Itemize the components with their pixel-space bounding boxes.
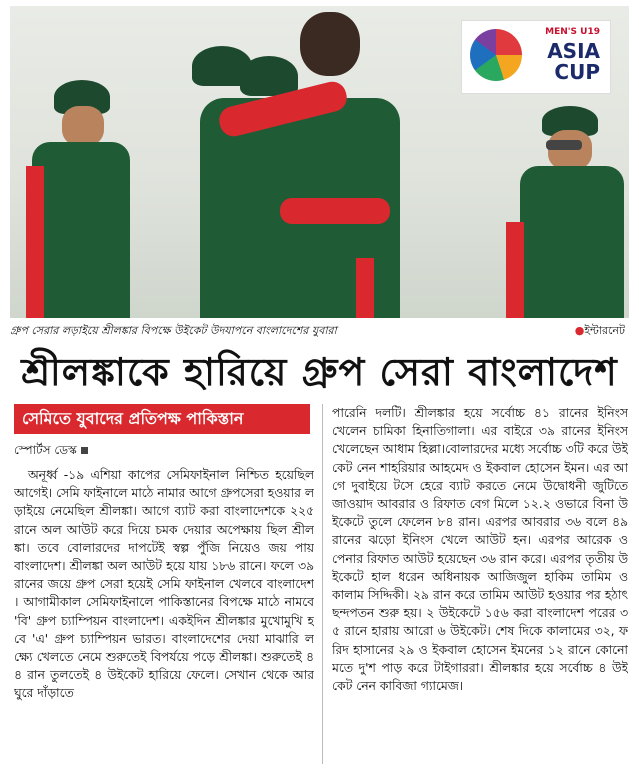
caption-text: গ্রুপ সেরার লড়াইয়ে শ্রীলঙ্কার বিপক্ষে উইকেট উদযাপনে বাংলাদেশের যুবারা — [10, 324, 337, 337]
article-column-2 — [332, 404, 628, 764]
subheadline: সেমিতে যুবাদের প্রতিপক্ষ পাকিস্তান — [14, 404, 310, 434]
desk-byline: স্পোর্টস ডেস্ক — [14, 442, 314, 460]
bullet-icon: ● — [574, 324, 585, 337]
player-right — [510, 102, 628, 318]
photo-credit: ●ইন্টারনেট — [574, 324, 625, 337]
headline: শ্রীলঙ্কাকে হারিয়ে গ্রুপ সেরা বাংলাদেশ — [21, 349, 618, 394]
column-divider — [322, 404, 323, 764]
article-column-1 — [14, 404, 314, 772]
cricketer-emblem-icon — [470, 29, 522, 81]
article-body-part-1: অনূর্ধ্ব -১৯ এশিয়া কাপের সেমিফাইনাল নিশ্চিত হয়েছিল আগেই। সেমি ফাইনালে মাঠে নামার আগে গ্রুপসেরা হওয়ার লড়াইয়ে নেমেছিল শ্রীলঙ্কা। আগে ব্যাট করা বাংলাদেশকে ২২৫ রানে অল আউট করে দিয়ে চমক দেয়ার অপেক্ষায় ছিল শ্রীলঙ্কা। তবে বোলারদের দাপটেই স্বল্প পুঁজি নিয়েও জয় পায় বাংলাদেশ। শ্রীলঙ্কা অল আউট হয়ে যায় ১৮৬ রানে। ফলে ৩৯ রানের জয়ে গ্রুপ সেরা হয়েই সেমি ফাইনাল খেলবে বাংলাদেশ। আগামীকাল সেমিফাইনালে পাকিস্তানের বিপক্ষে মাঠে নামবে 'বি' গ্রুপ চ্যাম্পিয়ন বাংলাদেশ। একইদিন শ্রীলঙ্কার মুখোমুখি হবে 'এ' গ্রুপ চ্যাম্পিয়ন ভারত। বাংলাদেশের দেয়া মাঝারি লক্ষ্যে খেলতে নেমে শুরুতেই বিপর্যয়ে পড়ে শ্রীলঙ্কা। শুরুতেই ৪৪ রান তুলতেই ৪ উইকেট হারিয়ে ফেলে। সেখান থেকে আর ঘুরে দাঁড়াতে — [14, 468, 314, 701]
square-bullet-icon — [81, 447, 88, 454]
photo-caption — [10, 322, 629, 340]
asia-cup-logo: MEN'S U19 ASIA CUP — [461, 20, 611, 94]
article-body-part-2: পারেনি দলটি। শ্রীলঙ্কার হয়ে সর্বোচ্চ ৪১ রানের ইনিংস খেলেন চামিকা হিনাতিগালা। এর বাইরে ৩৯ রানের ইনিংস খেলেছেন আধাম হিল্লা।বোলারদের মধ্যে সর্বোচ্চ ৩টি করে উইকেট নেন শাহরিয়ার আহমেদ ও ইকবাল হোসেন ইমন। এর আগে দুবাইয়ে টসে হেরে ব্যাট করতে নেমে উদ্বোধনী জুটিতে জাওয়াদ আবরার ও রিফাত বেগ মিলে ১২.২ ওভারে বিনা উইকেটে তুলে ফেলেন ৮৪ রান। এরপর আবরার ৩৬ বলে ৪৯ রানের ঝড়ো ইনিংস খেলে আউট হন। এরপর আরেক ওপেনার রিফাত আউট হয়েছেন ৩৬ রান করে। এরপর তৃতীয় উইকেটে হাল ধরেন অধিনায়ক আজিজুল হাকিম তামিম ও কালাম সিদ্দিকী। ২৯ রান করে তামিম আউট হওয়ার পর হঠাৎ ছন্দপতন শুরু হয়। ২ উইকেটে ১৫৬ করা বাংলাদেশ পরের ৩৫ রানে হারায় আরো ৬ উইকেট। শেষ দিকে কালামের ৩২, ফরিদ হাসানের ২৯ ও ইকবাল হোসেন ইমনের ১২ রানে কোনো মতে দু'শ পাড় করে টাইগাররা। শ্রীলঙ্কার হয়ে সর্বোচ্চ ৪ উইকেট নেন কাবিজা গ্যামেজ। — [332, 406, 628, 694]
player-left — [24, 76, 134, 318]
news-photo — [10, 6, 629, 318]
player-group-center — [180, 8, 420, 318]
